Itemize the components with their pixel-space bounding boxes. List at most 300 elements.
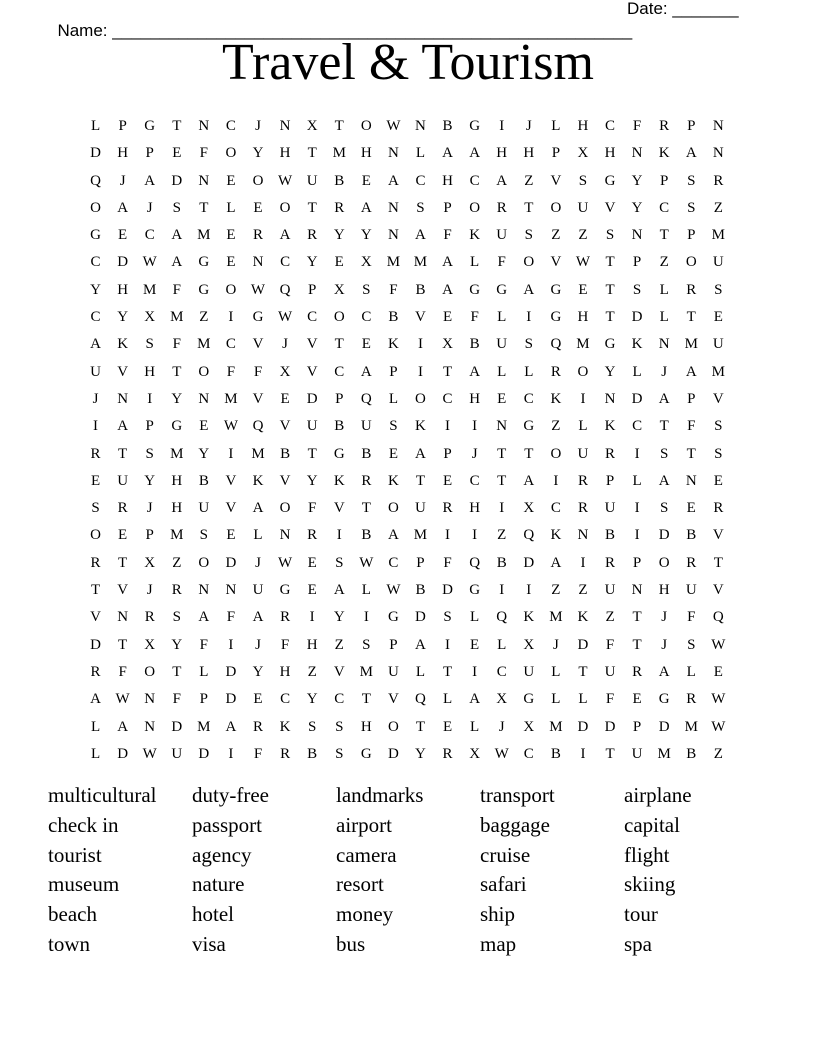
grid-letter: Z [659,254,669,271]
word-list-item: flight [624,842,670,867]
word-list-item: map [480,931,517,956]
grid-letter: L [551,118,561,134]
word-list-item: town [48,931,90,956]
grid-letter: D [225,554,237,571]
grid-letter: G [604,172,616,189]
grid-letter: E [172,145,182,162]
grid-letter: T [361,500,371,517]
grid-letter: A [550,554,562,571]
grid-letter: I [228,309,234,326]
grid-letter: H [469,390,481,407]
grid-letter: A [117,418,129,435]
grid-row [82,195,732,222]
grid-letter: J [661,363,668,380]
grid-letter: G [658,691,670,708]
grid-letter: J [661,609,668,626]
grid-letter: W [278,554,293,571]
grid-letter: C [90,254,101,271]
grid-letter: D [658,527,670,544]
grid-letter: M [332,145,346,162]
grid-letter: C [550,500,561,517]
grid-letter: O [225,281,237,298]
grid-letter: S [362,636,371,653]
grid-letter: E [118,227,128,244]
grid-letter: J [661,636,668,653]
grid-letter: I [93,418,99,435]
grid-row [82,550,732,577]
grid-letter: N [387,145,399,162]
grid-letter: U [496,227,508,244]
grid-letter: Y [90,281,101,298]
grid-letter: A [198,609,210,626]
grid-letter: Z [551,227,561,244]
grid-letter: O [550,199,562,216]
grid-letter: H [577,118,589,134]
grid-letter: E [361,336,371,353]
grid-letter: Q [360,390,372,407]
grid-row [82,686,732,713]
grid-letter: M [549,609,563,626]
grid-letter: I [553,472,559,489]
grid-letter: A [496,172,508,189]
grid-letter: Y [171,390,183,407]
grid-letter: U [387,663,399,680]
grid-letter: N [198,582,210,599]
grid-letter: W [223,418,239,435]
grid-letter: R [686,554,697,571]
grid-row [82,522,732,549]
grid-letter: B [198,472,209,489]
grid-letter: F [172,336,181,353]
grid-letter: U [198,500,210,517]
word-list-item: passport [192,812,262,837]
grid-letter: X [496,691,508,708]
grid-letter: V [604,199,616,216]
grid-letter: K [117,336,129,353]
grid-letter: R [90,445,101,462]
grid-letter: V [712,582,724,599]
grid-letter: Y [333,227,345,244]
grid-letter: G [171,418,183,435]
grid-letter: A [252,500,264,517]
grid-letter: T [199,199,209,216]
grid-letter: J [146,582,153,599]
grid-letter: V [117,363,129,380]
grid-letter: L [361,582,371,599]
word-list-item: ship [480,902,516,927]
grid-letter: N [712,118,724,134]
grid-letter: I [363,609,369,626]
grid-letter: E [226,254,236,271]
grid-letter: C [605,118,616,134]
grid-letter: W [711,636,726,653]
grid-letter: N [279,118,291,134]
grid-letter: H [117,145,129,162]
grid-letter: N [144,718,156,735]
grid-letter: K [469,227,481,244]
grid-letter: A [469,145,481,162]
grid-letter: I [580,745,586,762]
grid-letter: F [389,281,398,298]
grid-letter: A [360,199,372,216]
grid-letter: D [604,718,616,735]
grid-letter: C [632,418,643,435]
grid-letter: I [445,636,451,653]
grid-letter: F [687,609,696,626]
grid-letter: B [415,582,426,599]
grid-letter: W [386,118,401,134]
grid-row [82,413,732,440]
word-list-item: money [336,902,394,927]
grid-letter: L [442,691,453,708]
grid-letter: V [225,500,237,517]
grid-letter: L [578,691,588,708]
grid-letter: O [658,554,670,571]
grid-letter: T [497,445,507,462]
grid-letter: T [605,281,615,298]
grid-letter: W [575,254,591,271]
grid-row [82,168,732,195]
grid-letter: L [470,254,480,271]
grid-letter: S [335,745,344,762]
grid-letter: E [253,691,263,708]
grid-letter: E [686,500,696,517]
grid-row [82,741,732,768]
grid-letter: A [387,527,399,544]
grid-letter: T [632,636,642,653]
grid-letter: L [497,636,507,653]
grid-letter: E [388,445,398,462]
grid-letter: M [170,527,184,544]
grid-letter: H [523,145,535,162]
grid-letter: Z [551,582,561,599]
grid-letter: M [359,663,373,680]
grid-letter: T [659,227,669,244]
grid-letter: S [443,609,452,626]
grid-letter: D [658,718,670,735]
grid-letter: J [282,336,288,353]
grid-letter: M [143,281,157,298]
grid-letter: W [386,582,401,599]
grid-letter: C [280,254,291,271]
grid-letter: G [523,418,535,435]
grid-letter: F [226,363,236,380]
grid-letter: Y [360,227,372,244]
grid-letter: K [387,472,399,489]
grid-letter: B [469,336,480,353]
grid-letter: E [497,390,507,407]
grid-letter: K [550,527,562,544]
grid-letter: N [387,227,399,244]
grid-letter: N [387,199,399,216]
grid-letter: S [687,636,696,653]
grid-letter: N [415,118,426,134]
grid-letter: B [442,118,453,134]
grid-letter: T [686,309,696,326]
grid-letter: E [118,527,128,544]
grid-letter: O [360,118,372,134]
grid-letter: Y [631,172,643,189]
grid-letter: F [280,636,290,653]
grid-row [82,113,732,140]
grid-letter: A [415,636,426,653]
grid-letter: L [551,691,561,708]
grid-letter: D [171,718,183,735]
grid-row [82,495,732,522]
grid-letter: J [255,554,261,571]
grid-letter: D [442,582,453,599]
grid-letter: R [307,227,318,244]
grid-letter: I [336,527,342,544]
grid-letter: F [443,554,452,571]
grid-letter: D [225,663,237,680]
grid-letter: W [278,172,293,189]
grid-letter: C [496,663,507,680]
grid-letter: A [117,718,129,735]
grid-letter: A [387,172,399,189]
grid-letter: R [171,582,182,599]
grid-letter: L [470,609,480,626]
grid-letter: I [499,118,505,134]
grid-letter: B [550,745,561,762]
grid-letter: I [417,336,423,353]
grid-letter: Z [713,199,723,216]
word-list-item: airport [336,812,392,837]
grid-letter: S [91,500,100,517]
grid-letter: E [226,227,236,244]
grid-letter: O [279,199,291,216]
grid-letter: B [496,554,507,571]
word-list-item: transport [480,783,555,807]
grid-letter: S [307,718,317,735]
grid-letter: E [307,554,317,571]
date-field-label: Date: _______ [627,0,739,18]
grid-letter: T [442,363,453,380]
grid-letter: B [605,527,616,544]
grid-letter: A [442,281,453,298]
grid-letter: X [279,363,291,380]
grid-letter: A [360,363,372,380]
grid-letter: K [523,609,535,626]
grid-letter: E [334,254,344,271]
grid-letter: Z [497,527,507,544]
grid-letter: C [469,172,480,189]
grid-letter: P [118,118,127,134]
grid-letter: J [146,199,153,216]
grid-letter: T [307,445,317,462]
grid-letter: F [605,636,615,653]
grid-letter: P [660,172,669,189]
grid-letter: F [172,691,181,708]
grid-letter: I [499,582,505,599]
grid-letter: O [577,363,589,380]
grid-letter: L [578,418,588,435]
grid-letter: I [499,500,505,517]
grid-letter: C [225,336,236,353]
grid-letter: V [90,609,101,626]
grid-letter: Y [252,145,264,162]
grid-letter: K [604,418,616,435]
grid-letter: S [605,227,615,244]
word-list-item: tourist [48,842,102,867]
grid-letter: E [442,309,453,326]
grid-letter: I [147,390,153,407]
grid-letter: C [361,309,372,326]
grid-letter: V [712,527,724,544]
grid-letter: V [550,172,562,189]
grid-letter: V [252,336,264,353]
grid-letter: U [604,500,616,517]
grid-letter: B [415,281,426,298]
grid-letter: W [359,554,374,571]
grid-letter: P [307,281,317,298]
grid-letter: Z [713,745,723,762]
grid-letter: S [389,418,398,435]
grid-letter: G [469,118,481,134]
grid-letter: E [199,418,209,435]
grid-letter: A [117,199,129,216]
grid-letter: N [496,418,508,435]
grid-letter: I [417,363,423,380]
word-list-item: agency [192,842,252,867]
grid-letter: U [604,663,616,680]
grid-letter: A [144,172,156,189]
grid-letter: P [605,472,615,489]
grid-letter: E [578,281,588,298]
grid-letter: O [387,500,399,517]
grid-letter: J [255,636,261,653]
grid-letter: B [334,172,345,189]
grid-letter: O [198,554,210,571]
grid-letter: G [90,227,101,244]
grid-letter: G [360,745,372,762]
grid-letter: T [632,609,642,626]
word-list-item: bus [336,931,366,956]
grid-letter: F [253,745,263,762]
grid-letter: V [306,363,318,380]
grid-letter: S [660,500,669,517]
grid-letter: L [388,390,398,407]
grid-row [82,714,732,741]
letter-grid [82,113,732,768]
grid-letter: R [713,500,724,517]
grid-letter: S [714,418,723,435]
grid-letter: A [658,390,670,407]
grid-letter: F [443,227,452,244]
word-list-item: airplane [624,783,692,807]
grid-letter: D [523,554,535,571]
grid-letter: T [172,118,182,134]
grid-row [82,277,732,304]
grid-letter: D [90,145,101,162]
grid-letter: T [415,718,426,735]
grid-letter: V [333,663,345,680]
grid-letter: K [279,718,291,735]
grid-letter: L [470,718,480,735]
grid-row [82,304,732,331]
grid-letter: G [550,309,562,326]
grid-letter: T [90,582,101,599]
grid-letter: M [711,363,725,380]
grid-letter: G [496,281,508,298]
grid-letter: R [632,663,643,680]
grid-letter: B [361,527,372,544]
grid-letter: E [713,309,723,326]
grid-letter: T [118,445,128,462]
grid-letter: D [171,172,183,189]
grid-letter: R [334,199,345,216]
grid-letter: R [442,745,453,762]
grid-letter: N [252,254,264,271]
word-list-item: nature [192,872,245,897]
grid-letter: R [253,718,264,735]
grid-letter: N [198,118,210,134]
grid-letter: T [442,663,453,680]
grid-letter: H [496,145,508,162]
grid-letter: U [306,418,318,435]
grid-letter: W [250,281,266,298]
grid-letter: P [551,145,561,162]
grid-letter: Y [117,309,129,326]
grid-letter: K [631,336,643,353]
grid-letter: V [550,254,562,271]
grid-letter: I [526,582,532,599]
grid-letter: S [335,554,344,571]
word-list-item: spa [624,931,652,956]
grid-letter: C [144,227,155,244]
grid-letter: Z [172,554,182,571]
grid-letter: W [142,745,157,762]
grid-letter: L [90,118,101,134]
grid-letter: N [117,390,129,407]
grid-letter: R [659,118,670,134]
grid-letter: X [306,118,318,134]
grid-letter: A [523,472,535,489]
grid-letter: T [307,199,317,216]
grid-letter: W [494,745,509,762]
grid-letter: L [90,745,101,762]
grid-letter: Q [279,281,291,298]
grid-letter: A [658,472,670,489]
grid-letter: W [711,691,726,708]
word-list [48,781,768,960]
grid-letter: H [577,309,589,326]
word-list-item: museum [48,872,120,897]
grid-letter: E [713,663,723,680]
grid-letter: X [523,636,535,653]
grid-letter: E [361,172,371,189]
grid-letter: K [658,145,670,162]
grid-letter: P [145,418,154,435]
grid-letter: H [442,172,453,189]
grid-letter: I [472,663,478,680]
grid-letter: L [497,309,507,326]
grid-letter: U [712,254,724,271]
grid-letter: J [146,500,153,517]
grid-row [82,632,732,659]
grid-letter: A [279,227,291,244]
grid-letter: H [360,145,372,162]
grid-letter: S [172,199,181,216]
grid-letter: O [252,172,264,189]
grid-letter: T [659,418,669,435]
name-field-label: Name: _______________________________________________________ [57,21,633,40]
grid-letter: C [388,554,399,571]
grid-letter: U [117,472,129,489]
grid-letter: U [306,172,318,189]
grid-letter: C [90,309,101,326]
grid-letter: V [225,472,237,489]
